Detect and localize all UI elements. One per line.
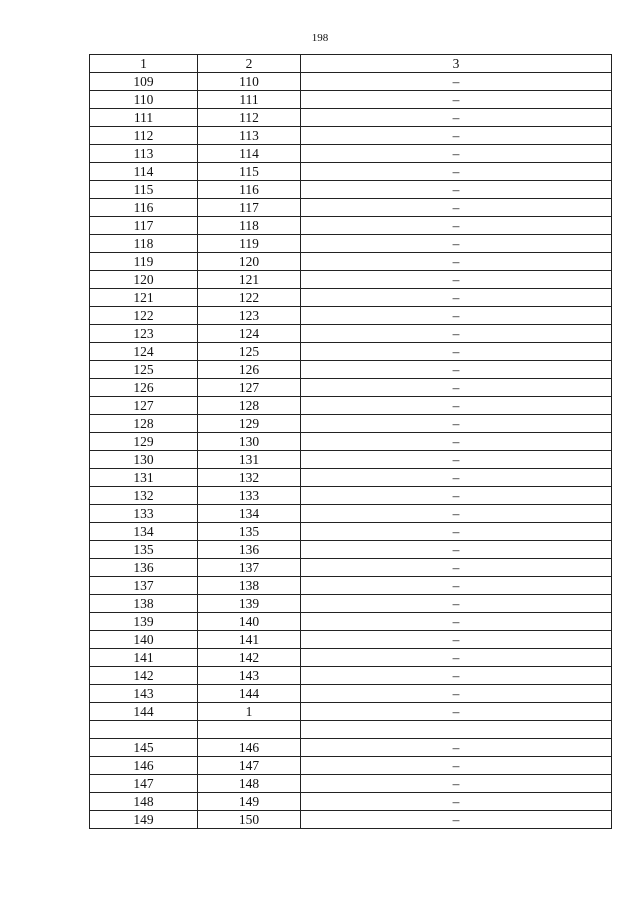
- table-row: [90, 595, 612, 613]
- table-cell-col-3: –: [301, 649, 612, 667]
- table-row: [90, 649, 612, 667]
- column-header-3: 3: [301, 55, 612, 73]
- table-cell-col-2: 140: [198, 613, 301, 631]
- data-table: [89, 54, 612, 829]
- table-cell-col-3: –: [301, 73, 612, 91]
- table-cell-col-1: 125: [90, 361, 198, 379]
- table-cell-col-2: 149: [198, 793, 301, 811]
- table-cell-col-3: –: [301, 181, 612, 199]
- table-cell-col-2: 127: [198, 379, 301, 397]
- table-cell-col-1: 134: [90, 523, 198, 541]
- table-row: [90, 397, 612, 415]
- table-cell-col-1: 124: [90, 343, 198, 361]
- table-body: [90, 55, 612, 829]
- table-cell-col-3: –: [301, 775, 612, 793]
- table-row: [90, 415, 612, 433]
- table-cell-col-2: 148: [198, 775, 301, 793]
- table-cell-col-1: 116: [90, 199, 198, 217]
- table-cell-col-2: 120: [198, 253, 301, 271]
- table-cell-col-3: –: [301, 559, 612, 577]
- table-row: [90, 433, 612, 451]
- table-cell-col-2: [198, 721, 301, 739]
- table-cell-col-1: 133: [90, 505, 198, 523]
- table-row: [90, 109, 612, 127]
- table-cell-col-3: –: [301, 631, 612, 649]
- table-cell-col-3: [301, 721, 612, 739]
- table-cell-col-2: 139: [198, 595, 301, 613]
- table-cell-col-1: 111: [90, 109, 198, 127]
- table-cell-col-3: –: [301, 667, 612, 685]
- table-row: [90, 685, 612, 703]
- table-row: [90, 775, 612, 793]
- table-cell-col-3: –: [301, 685, 612, 703]
- table-cell-col-2: 118: [198, 217, 301, 235]
- table-cell-col-2: 142: [198, 649, 301, 667]
- table-row: [90, 343, 612, 361]
- table-cell-col-1: 109: [90, 73, 198, 91]
- table-row: [90, 163, 612, 181]
- table-cell-col-3: –: [301, 361, 612, 379]
- table-cell-col-1: 117: [90, 217, 198, 235]
- table-cell-col-3: –: [301, 379, 612, 397]
- table-cell-col-3: –: [301, 793, 612, 811]
- table-cell-col-3: –: [301, 163, 612, 181]
- table-row: [90, 541, 612, 559]
- table-cell-col-3: –: [301, 307, 612, 325]
- table-row: [90, 523, 612, 541]
- table-cell-col-2: 143: [198, 667, 301, 685]
- table-row: [90, 613, 612, 631]
- table-cell-col-3: –: [301, 505, 612, 523]
- table-cell-col-1: 135: [90, 541, 198, 559]
- table-cell-col-1: 129: [90, 433, 198, 451]
- table-cell-col-3: –: [301, 91, 612, 109]
- table-cell-col-1: 120: [90, 271, 198, 289]
- table-cell-col-3: –: [301, 595, 612, 613]
- table-row: [90, 127, 612, 145]
- table-cell-col-2: 113: [198, 127, 301, 145]
- table-cell-col-3: –: [301, 397, 612, 415]
- table-cell-col-1: 113: [90, 145, 198, 163]
- table-row: [90, 739, 612, 757]
- table-cell-col-3: –: [301, 703, 612, 721]
- table-cell-col-1: 132: [90, 487, 198, 505]
- table-cell-col-1: 146: [90, 757, 198, 775]
- table-cell-col-1: 140: [90, 631, 198, 649]
- table-cell-col-2: 112: [198, 109, 301, 127]
- table-cell-col-3: –: [301, 235, 612, 253]
- table-cell-col-1: 121: [90, 289, 198, 307]
- table-cell-col-2: 121: [198, 271, 301, 289]
- table-cell-col-2: 114: [198, 145, 301, 163]
- table-cell-col-3: –: [301, 271, 612, 289]
- table-cell-col-1: 123: [90, 325, 198, 343]
- table-cell-col-2: 125: [198, 343, 301, 361]
- table-cell-col-2: 1: [198, 703, 301, 721]
- table-row: [90, 469, 612, 487]
- table-row: [90, 631, 612, 649]
- table-cell-col-2: 119: [198, 235, 301, 253]
- table-cell-col-2: 115: [198, 163, 301, 181]
- table-cell-col-1: 127: [90, 397, 198, 415]
- table-cell-col-3: –: [301, 325, 612, 343]
- table-cell-col-1: 110: [90, 91, 198, 109]
- table-cell-col-3: –: [301, 739, 612, 757]
- table-row: [90, 379, 612, 397]
- table-cell-col-3: –: [301, 217, 612, 235]
- table-row: [90, 307, 612, 325]
- table-cell-col-2: 136: [198, 541, 301, 559]
- table-cell-col-1: 118: [90, 235, 198, 253]
- table-row: [90, 757, 612, 775]
- table-cell-col-2: 110: [198, 73, 301, 91]
- table-cell-col-2: 134: [198, 505, 301, 523]
- table-cell-col-1: 145: [90, 739, 198, 757]
- table-cell-col-2: 129: [198, 415, 301, 433]
- table-cell-col-2: 144: [198, 685, 301, 703]
- table-cell-col-2: 138: [198, 577, 301, 595]
- table-cell-col-1: 137: [90, 577, 198, 595]
- table-cell-col-1: 131: [90, 469, 198, 487]
- table-cell-col-2: 150: [198, 811, 301, 829]
- table-cell-col-3: –: [301, 613, 612, 631]
- table-cell-col-3: –: [301, 811, 612, 829]
- table-cell-col-1: 147: [90, 775, 198, 793]
- table-cell-col-1: 138: [90, 595, 198, 613]
- table-row: [90, 91, 612, 109]
- table-cell-col-1: 141: [90, 649, 198, 667]
- table-cell-col-1: 148: [90, 793, 198, 811]
- table-cell-col-2: 122: [198, 289, 301, 307]
- table-row: [90, 181, 612, 199]
- table-row: [90, 667, 612, 685]
- table-cell-col-1: 115: [90, 181, 198, 199]
- table-cell-col-2: 141: [198, 631, 301, 649]
- table-cell-col-1: 136: [90, 559, 198, 577]
- table-cell-col-2: 128: [198, 397, 301, 415]
- table-cell-col-3: –: [301, 757, 612, 775]
- table-cell-col-1: 149: [90, 811, 198, 829]
- table-cell-col-2: 133: [198, 487, 301, 505]
- table-cell-col-1: 122: [90, 307, 198, 325]
- table-cell-col-1: 143: [90, 685, 198, 703]
- table-row: [90, 559, 612, 577]
- table-cell-col-2: 116: [198, 181, 301, 199]
- table-cell-col-2: 130: [198, 433, 301, 451]
- table-row: [90, 199, 612, 217]
- table-cell-col-3: –: [301, 415, 612, 433]
- table-row: [90, 487, 612, 505]
- table-row: [90, 577, 612, 595]
- column-header-1: 1: [90, 55, 198, 73]
- table-cell-col-2: 124: [198, 325, 301, 343]
- table-cell-col-1: 142: [90, 667, 198, 685]
- page-number: 198: [311, 32, 329, 44]
- table-cell-col-1: 130: [90, 451, 198, 469]
- table-row: [90, 505, 612, 523]
- table-cell-col-1: 119: [90, 253, 198, 271]
- table-cell-col-3: –: [301, 469, 612, 487]
- table-cell-col-3: –: [301, 199, 612, 217]
- table-row: [90, 289, 612, 307]
- table-cell-col-3: –: [301, 343, 612, 361]
- table-cell-col-2: 146: [198, 739, 301, 757]
- table-row: [90, 73, 612, 91]
- table-cell-col-3: –: [301, 289, 612, 307]
- table-row: [90, 451, 612, 469]
- table-cell-col-1: 112: [90, 127, 198, 145]
- table-cell-col-3: –: [301, 577, 612, 595]
- table-cell-col-3: –: [301, 433, 612, 451]
- table-cell-col-3: –: [301, 451, 612, 469]
- table-cell-col-3: –: [301, 109, 612, 127]
- table-row: [90, 721, 612, 739]
- table-cell-col-1: 114: [90, 163, 198, 181]
- table-row: [90, 325, 612, 343]
- table-row: [90, 811, 612, 829]
- table-cell-col-2: 132: [198, 469, 301, 487]
- table-cell-col-3: –: [301, 487, 612, 505]
- table-cell-col-1: 126: [90, 379, 198, 397]
- table-cell-col-3: –: [301, 541, 612, 559]
- table-cell-col-2: 135: [198, 523, 301, 541]
- table-cell-col-2: 131: [198, 451, 301, 469]
- table-cell-col-2: 111: [198, 91, 301, 109]
- table-cell-col-2: 117: [198, 199, 301, 217]
- table-cell-col-3: –: [301, 523, 612, 541]
- table-cell-col-3: –: [301, 253, 612, 271]
- table-cell-col-1: 128: [90, 415, 198, 433]
- table-header-row: [90, 55, 612, 73]
- table-row: [90, 217, 612, 235]
- table-cell-col-2: 123: [198, 307, 301, 325]
- table-cell-col-2: 147: [198, 757, 301, 775]
- table-cell-col-1: [90, 721, 198, 739]
- column-header-2: 2: [198, 55, 301, 73]
- table-cell-col-1: 144: [90, 703, 198, 721]
- table-row: [90, 253, 612, 271]
- table-row: [90, 235, 612, 253]
- table-row: [90, 703, 612, 721]
- table-cell-col-2: 126: [198, 361, 301, 379]
- table-cell-col-2: 137: [198, 559, 301, 577]
- table-row: [90, 361, 612, 379]
- table-row: [90, 271, 612, 289]
- table-cell-col-3: –: [301, 145, 612, 163]
- table-row: [90, 793, 612, 811]
- table-cell-col-3: –: [301, 127, 612, 145]
- table-row: [90, 145, 612, 163]
- table-cell-col-1: 139: [90, 613, 198, 631]
